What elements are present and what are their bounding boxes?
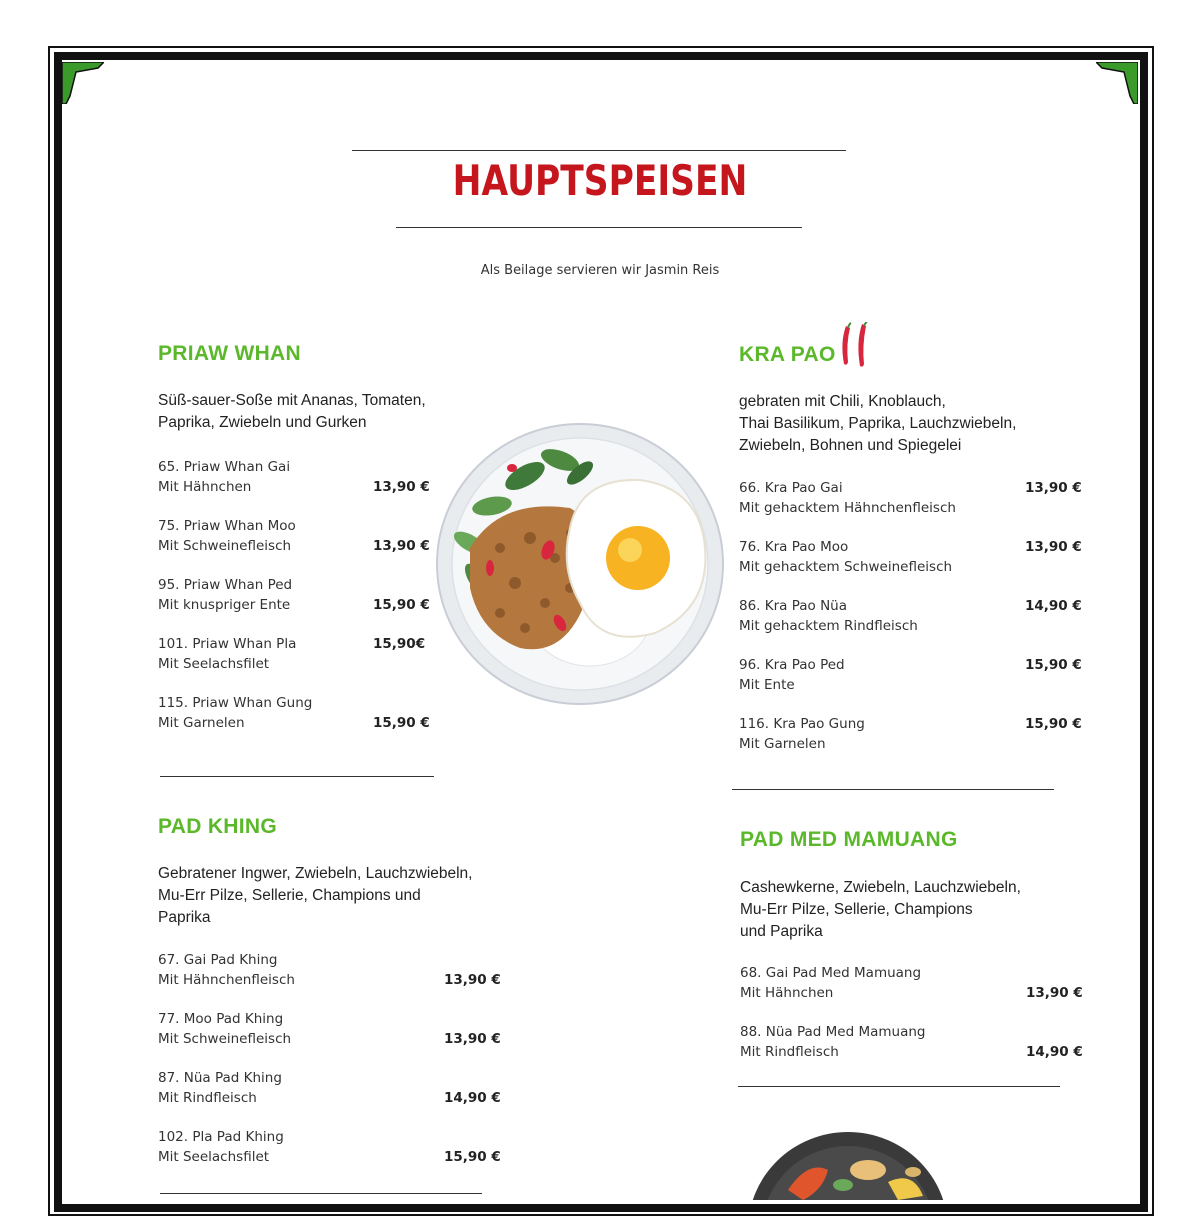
menu-item-name: 76. Kra Pao Moo bbox=[739, 539, 849, 555]
menu-item-name: 66. Kra Pao Gai bbox=[739, 480, 843, 496]
section-description-pad-med-mamuang: Cashewkerne, Zwiebeln, Lauchzwiebeln, Mu-Err Pilze, Sellerie, Champions und Paprika bbox=[740, 879, 1021, 940]
menu-item bbox=[158, 1009, 291, 1049]
menu-item-name: 116. Kra Pao Gung bbox=[739, 716, 865, 732]
menu-item-detail: Mit Ente bbox=[739, 677, 795, 693]
menu-item-detail: Mit Seelachsfilet bbox=[158, 656, 270, 672]
menu-item-price: 13,90 € bbox=[373, 479, 430, 495]
menu-item-price: 15,90 € bbox=[444, 1149, 501, 1165]
section-title-kra-pao: KRA PAO bbox=[739, 343, 836, 366]
title-rule-bottom bbox=[396, 227, 802, 228]
menu-item-name: 102. Pla Pad Khing bbox=[158, 1129, 284, 1145]
menu-item bbox=[739, 537, 952, 577]
section-title-pad-khing: PAD KHING bbox=[158, 815, 277, 838]
section-divider bbox=[738, 1086, 1060, 1087]
menu-item-name: 96. Kra Pao Ped bbox=[739, 657, 845, 673]
menu-item-price: 15,90 € bbox=[1025, 716, 1082, 732]
menu-item bbox=[739, 714, 865, 754]
corner-ornament-right bbox=[1096, 62, 1138, 104]
menu-item-name: 101. Priaw Whan Pla bbox=[158, 636, 297, 652]
menu-item-price: 15,90 € bbox=[373, 715, 430, 731]
plate-illustration bbox=[430, 418, 730, 710]
bowl-illustration bbox=[748, 1130, 948, 1200]
menu-item bbox=[739, 478, 956, 518]
menu-item bbox=[158, 693, 312, 733]
menu-item-detail: Mit gehacktem Rindfleisch bbox=[739, 618, 918, 634]
menu-item-price: 14,90 € bbox=[444, 1090, 501, 1106]
section-title-pad-med-mamuang: PAD MED MAMUANG bbox=[740, 828, 958, 851]
menu-item-detail: Mit Garnelen bbox=[739, 736, 826, 752]
menu-item-detail: Mit Seelachsfilet bbox=[158, 1149, 270, 1165]
menu-item-price: 13,90 € bbox=[1025, 539, 1082, 555]
menu-item-detail: Mit gehacktem Hähnchenfleisch bbox=[739, 500, 956, 516]
menu-item-detail: Mit knuspriger Ente bbox=[158, 597, 291, 613]
menu-item-price: 15,90 € bbox=[1025, 657, 1082, 673]
section-description-pad-khing: Gebratener Ingwer, Zwiebeln, Lauchzwiebeln, Mu-Err Pilze, Sellerie, Champions und Paprika bbox=[158, 865, 473, 926]
menu-item bbox=[158, 1127, 284, 1167]
menu-item bbox=[740, 963, 921, 1003]
menu-item bbox=[740, 1022, 926, 1062]
menu-item-name: 65. Priaw Whan Gai bbox=[158, 459, 291, 475]
menu-item bbox=[158, 575, 292, 615]
menu-item bbox=[158, 457, 290, 497]
menu-item bbox=[158, 950, 295, 990]
section-title-priaw-whan: PRIAW WHAN bbox=[158, 342, 301, 365]
menu-item bbox=[158, 516, 296, 556]
section-description-priaw-whan: Süß-sauer-Soße mit Ananas, Tomaten, Paprika, Zwiebeln und Gurken bbox=[158, 392, 426, 431]
menu-item-price: 14,90 € bbox=[1026, 1044, 1083, 1060]
menu-item-price: 13,90 € bbox=[444, 972, 501, 988]
menu-item-name: 86. Kra Pao Nüa bbox=[739, 598, 848, 614]
menu-item bbox=[739, 596, 918, 636]
section-description-kra-pao: gebraten mit Chili, Knoblauch, Thai Basilikum, Paprika, Lauchzwiebeln, Zwiebeln, Bohnen und Spiegelei bbox=[739, 393, 1017, 454]
menu-item bbox=[158, 1068, 282, 1108]
menu-item-name: 67. Gai Pad Khing bbox=[158, 952, 278, 968]
menu-item-detail: Mit gehacktem Schweinefleisch bbox=[739, 559, 953, 575]
menu-item-name: 77. Moo Pad Khing bbox=[158, 1011, 284, 1027]
menu-item-price: 13,90 € bbox=[444, 1031, 501, 1047]
menu-item-detail: Mit Schweinefleisch bbox=[158, 538, 292, 554]
menu-item-price: 15,90€ bbox=[373, 636, 426, 652]
menu-item-price: 13,90 € bbox=[1026, 985, 1083, 1001]
menu-item-detail: Mit Hähnchenfleisch bbox=[158, 972, 295, 988]
menu-item-price: 15,90 € bbox=[373, 597, 430, 613]
chili-icon bbox=[836, 322, 872, 368]
section-divider bbox=[160, 776, 434, 777]
page-subtitle: Als Beilage servieren wir Jasmin Reis bbox=[480, 263, 720, 278]
menu-item-name: 115. Priaw Whan Gung bbox=[158, 695, 313, 711]
menu-item-detail: Mit Rindfleisch bbox=[740, 1044, 839, 1060]
menu-item-name: 68. Gai Pad Med Mamuang bbox=[740, 965, 922, 981]
menu-item-price: 14,90 € bbox=[1025, 598, 1082, 614]
page-title: HAUPTSPEISEN bbox=[452, 156, 748, 205]
menu-item bbox=[739, 655, 845, 695]
menu-item-detail: Mit Schweinefleisch bbox=[158, 1031, 292, 1047]
menu-item-detail: Mit Rindfleisch bbox=[158, 1090, 257, 1106]
menu-item-detail: Mit Hähnchen bbox=[158, 479, 252, 495]
section-divider bbox=[732, 789, 1054, 790]
menu-item-detail: Mit Hähnchen bbox=[740, 985, 834, 1001]
title-rule-top bbox=[352, 150, 846, 151]
menu-item-name: 87. Nüa Pad Khing bbox=[158, 1070, 282, 1086]
menu-item bbox=[158, 634, 296, 674]
menu-item-name: 75. Priaw Whan Moo bbox=[158, 518, 296, 534]
menu-item-price: 13,90 € bbox=[373, 538, 430, 554]
menu-item-detail: Mit Garnelen bbox=[158, 715, 245, 731]
corner-ornament-left bbox=[62, 62, 104, 104]
menu-item-name: 95. Priaw Whan Ped bbox=[158, 577, 293, 593]
menu-item-price: 13,90 € bbox=[1025, 480, 1082, 496]
section-divider bbox=[160, 1193, 482, 1194]
menu-item-name: 88. Nüa Pad Med Mamuang bbox=[740, 1024, 926, 1040]
